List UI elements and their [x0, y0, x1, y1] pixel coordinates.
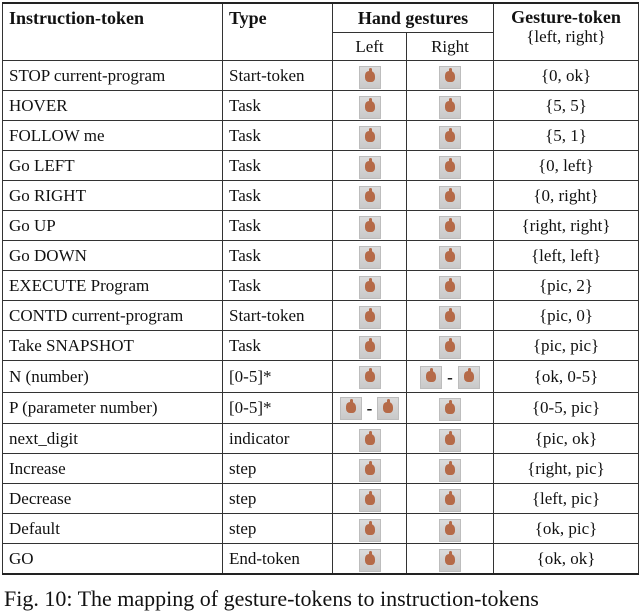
type-cell: Task	[223, 211, 333, 241]
hand-gesture-image	[359, 186, 381, 209]
header-right: Right	[407, 33, 494, 61]
left-gesture-cell	[333, 514, 407, 544]
hand-gesture-image	[439, 429, 461, 452]
instruction-cell: Decrease	[3, 484, 223, 514]
type-cell: step	[223, 514, 333, 544]
header-gesture-token-sub: {left, right}	[526, 27, 606, 46]
right-gesture-cell	[407, 514, 494, 544]
table-row	[3, 454, 639, 484]
hand-gesture-image	[439, 336, 461, 359]
gesture-token-cell: {0, right}	[494, 181, 639, 211]
hand-gesture-image	[439, 398, 461, 421]
gesture-token-cell: {pic, 0}	[494, 301, 639, 331]
gesture-token-cell: {pic, 2}	[494, 271, 639, 301]
right-gesture-cell	[407, 91, 494, 121]
hand-gesture-image	[377, 397, 399, 420]
hand-gesture-image	[439, 216, 461, 239]
type-cell: End-token	[223, 544, 333, 575]
hand-gesture-image	[359, 156, 381, 179]
left-gesture-cell	[333, 331, 407, 361]
table-row	[3, 121, 639, 151]
hand-gesture-image	[458, 366, 480, 389]
right-gesture-cell	[407, 61, 494, 91]
instruction-cell: Increase	[3, 454, 223, 484]
right-gesture-cell	[407, 392, 494, 424]
type-cell: indicator	[223, 424, 333, 454]
gesture-token-cell: {0, left}	[494, 151, 639, 181]
table-row	[3, 241, 639, 271]
instruction-cell: Go LEFT	[3, 151, 223, 181]
hand-gesture-image	[439, 276, 461, 299]
instruction-cell: Default	[3, 514, 223, 544]
left-gesture-cell	[333, 361, 407, 393]
hand-gesture-image	[359, 126, 381, 149]
gesture-token-cell: {right, pic}	[494, 454, 639, 484]
header-type: Type	[223, 3, 333, 61]
header-left: Left	[333, 33, 407, 61]
type-cell: Task	[223, 241, 333, 271]
hand-gesture-image	[359, 246, 381, 269]
range-dash: -	[366, 399, 373, 419]
table-row	[3, 484, 639, 514]
instruction-cell: Go DOWN	[3, 241, 223, 271]
type-cell: Task	[223, 121, 333, 151]
hand-gesture-image	[439, 459, 461, 482]
left-gesture-cell	[333, 181, 407, 211]
table-row	[3, 392, 639, 424]
hand-gesture-image	[439, 66, 461, 89]
hand-gesture-image	[439, 246, 461, 269]
right-gesture-cell	[407, 454, 494, 484]
gesture-token-cell: {pic, ok}	[494, 424, 639, 454]
gesture-token-cell: {ok, pic}	[494, 514, 639, 544]
left-gesture-cell	[333, 544, 407, 575]
hand-gesture-image	[439, 126, 461, 149]
gesture-token-cell: {ok, ok}	[494, 544, 639, 575]
table-row	[3, 181, 639, 211]
hand-gesture-image	[359, 519, 381, 542]
type-cell: Start-token	[223, 301, 333, 331]
gesture-token-cell: {left, pic}	[494, 484, 639, 514]
table-row	[3, 151, 639, 181]
hand-gesture-image	[359, 66, 381, 89]
type-cell: Start-token	[223, 61, 333, 91]
left-gesture-cell	[333, 61, 407, 91]
type-cell: Task	[223, 181, 333, 211]
type-cell: [0-5]*	[223, 392, 333, 424]
right-gesture-cell	[407, 181, 494, 211]
right-gesture-cell	[407, 544, 494, 575]
instruction-cell: HOVER	[3, 91, 223, 121]
hand-gesture-image	[439, 549, 461, 572]
header-gesture-token-title: Gesture-token	[511, 7, 621, 27]
table-row	[3, 211, 639, 241]
table-row	[3, 361, 639, 393]
hand-gesture-image	[439, 489, 461, 512]
right-gesture-cell	[407, 241, 494, 271]
hand-gesture-image	[359, 549, 381, 572]
right-gesture-cell	[407, 151, 494, 181]
left-gesture-cell	[333, 271, 407, 301]
hand-gesture-image	[359, 306, 381, 329]
hand-gesture-image	[359, 276, 381, 299]
hand-gesture-image	[439, 156, 461, 179]
gesture-token-cell: {0-5, pic}	[494, 392, 639, 424]
range-dash: -	[447, 367, 453, 387]
gesture-token-cell: {5, 1}	[494, 121, 639, 151]
hand-gesture-image	[439, 306, 461, 329]
left-gesture-cell	[333, 211, 407, 241]
left-gesture-cell	[333, 484, 407, 514]
right-gesture-cell	[407, 331, 494, 361]
left-gesture-cell	[333, 392, 407, 424]
instruction-cell: next_digit	[3, 424, 223, 454]
right-gesture-cell	[407, 211, 494, 241]
hand-gesture-image	[359, 336, 381, 359]
instruction-cell: Take SNAPSHOT	[3, 331, 223, 361]
gesture-token-table	[2, 2, 639, 575]
hand-gesture-image	[359, 366, 381, 389]
left-gesture-cell	[333, 151, 407, 181]
table-row	[3, 331, 639, 361]
table-row	[3, 91, 639, 121]
gesture-mapping-figure	[2, 2, 638, 575]
type-cell: Task	[223, 331, 333, 361]
gesture-token-cell: {0, ok}	[494, 61, 639, 91]
type-cell: Task	[223, 91, 333, 121]
type-cell: Task	[223, 271, 333, 301]
gesture-token-cell: {right, right}	[494, 211, 639, 241]
hand-gesture-image	[420, 366, 442, 389]
instruction-cell: EXECUTE Program	[3, 271, 223, 301]
gesture-token-cell: {left, left}	[494, 241, 639, 271]
left-gesture-cell	[333, 91, 407, 121]
instruction-cell: Go RIGHT	[3, 181, 223, 211]
gesture-token-cell: {ok, 0-5}	[494, 361, 639, 393]
header-instruction-token: Instruction-token	[3, 3, 223, 61]
right-gesture-cell	[407, 301, 494, 331]
hand-gesture-image	[439, 519, 461, 542]
table-row	[3, 514, 639, 544]
gesture-token-cell: {pic, pic}	[494, 331, 639, 361]
left-gesture-cell	[333, 424, 407, 454]
type-cell: [0-5]*	[223, 361, 333, 393]
header-hand-gestures: Hand gestures	[333, 3, 494, 33]
hand-gesture-image	[359, 429, 381, 452]
table-row	[3, 61, 639, 91]
gesture-token-cell: {5, 5}	[494, 91, 639, 121]
hand-gesture-image	[340, 397, 362, 420]
table-row	[3, 544, 639, 575]
right-gesture-cell	[407, 484, 494, 514]
left-gesture-cell	[333, 121, 407, 151]
left-gesture-cell	[333, 301, 407, 331]
table-row	[3, 424, 639, 454]
hand-gesture-image	[439, 96, 461, 119]
table-row	[3, 271, 639, 301]
hand-gesture-image	[359, 489, 381, 512]
right-gesture-cell	[407, 271, 494, 301]
type-cell: Task	[223, 151, 333, 181]
left-gesture-cell	[333, 241, 407, 271]
type-cell: step	[223, 454, 333, 484]
figure-caption: Fig. 10: The mapping of gesture-tokens to instruction-tokens	[4, 586, 539, 611]
instruction-cell: GO	[3, 544, 223, 575]
instruction-cell: N (number)	[3, 361, 223, 393]
instruction-cell: P (parameter number)	[3, 392, 223, 424]
instruction-cell: CONTD current-program	[3, 301, 223, 331]
right-gesture-cell	[407, 424, 494, 454]
instruction-cell: FOLLOW me	[3, 121, 223, 151]
right-gesture-cell	[407, 121, 494, 151]
table-row	[3, 301, 639, 331]
hand-gesture-image	[439, 186, 461, 209]
instruction-cell: Go UP	[3, 211, 223, 241]
hand-gesture-image	[359, 459, 381, 482]
hand-gesture-image	[359, 96, 381, 119]
instruction-cell: STOP current-program	[3, 61, 223, 91]
left-gesture-cell	[333, 454, 407, 484]
right-gesture-cell	[407, 361, 494, 393]
hand-gesture-image	[359, 216, 381, 239]
type-cell: step	[223, 484, 333, 514]
header-gesture-token	[494, 3, 639, 61]
